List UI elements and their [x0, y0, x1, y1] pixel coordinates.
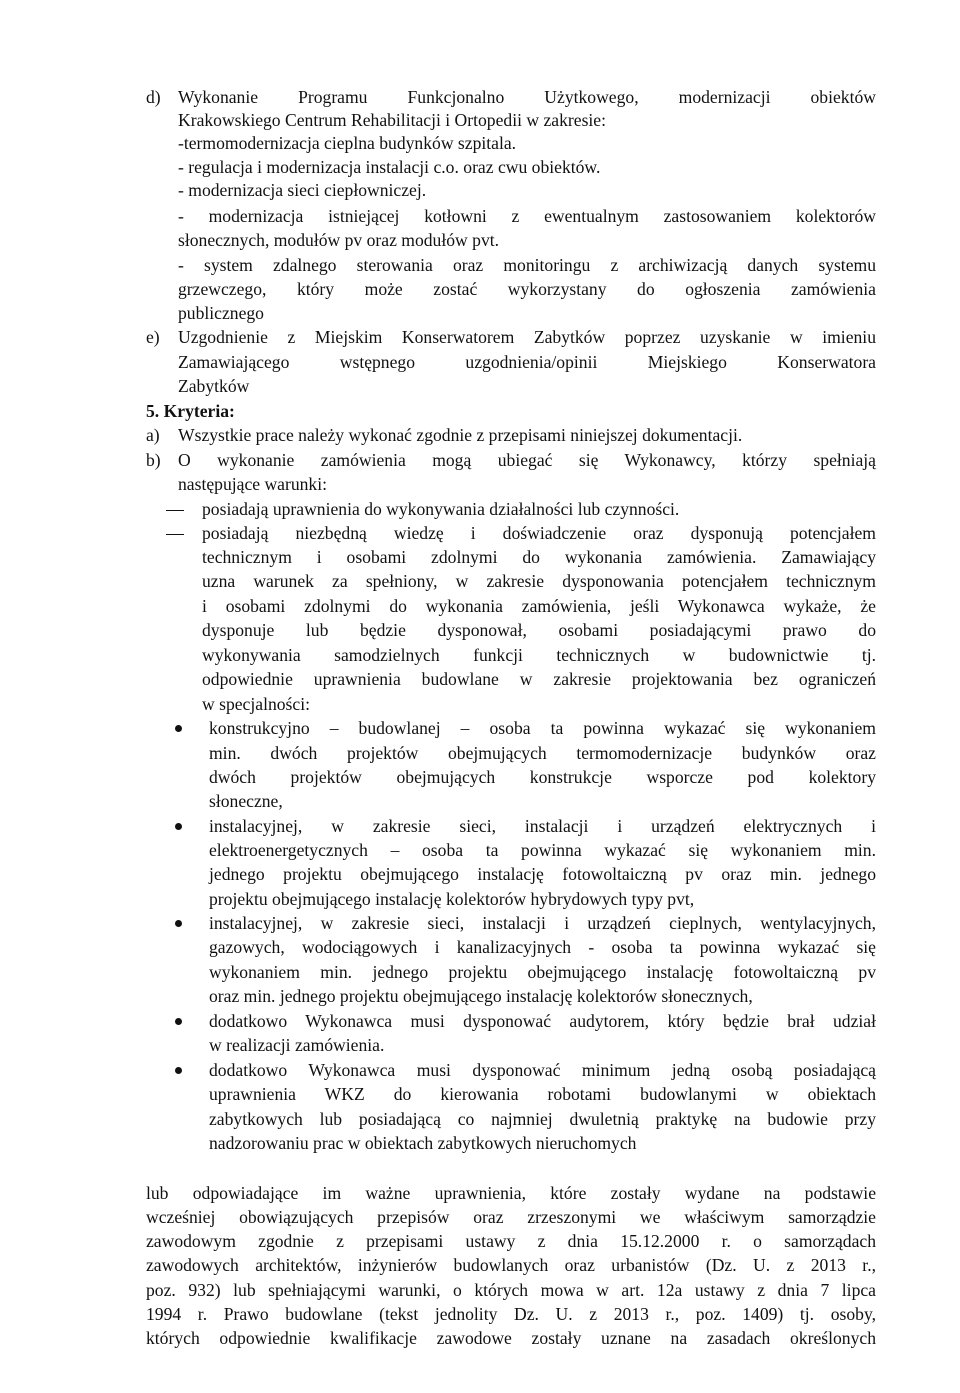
- section-e-line: Uzgodnienie z Miejskim Konserwatorem Zabytków poprzez uzyskanie w imieniu: [178, 327, 876, 347]
- bullet-item-line: oraz min. jednego projektu obejmującego instalację kolektorów słonecznych,: [209, 986, 753, 1006]
- section-d-line: publicznego: [178, 303, 264, 323]
- section-d-line: - system zdalnego sterowania oraz monitoringu z archiwizacją danych systemu: [178, 255, 876, 275]
- bullet-item-line: nadzorowaniu prac w obiektach zabytkowych nieruchomych: [209, 1133, 637, 1153]
- dash-item-line: posiadają niezbędną wiedzę i doświadczenie oraz dysponują potencjałem: [202, 523, 876, 543]
- dash-item-line: posiadają uprawnienia do wykonywania działalności lub czynności.: [202, 499, 680, 519]
- dash-item-line: odpowiednie uprawnienia budowlane w zakresie projektowania bez ograniczeń: [202, 669, 876, 689]
- bullet-item-line: instalacyjnej, w zakresie sieci, instalacji i urządzeń cieplnych, wentylacyjnych,: [209, 913, 876, 933]
- bullet-marker: [175, 920, 182, 927]
- dash-item-line: i osobami zdolnymi do wykonania zamówienia, jeśli Wykonawca wykaże, że: [202, 596, 876, 616]
- criterion-a-marker: a): [146, 425, 160, 445]
- bullet-item-line: dodatkowo Wykonawca musi dysponować audytorem, który będzie brał udział: [209, 1011, 876, 1031]
- bullet-item-line: min. dwóch projektów obejmujących termomodernizacje budynków oraz: [209, 743, 876, 763]
- bullet-item-line: dodatkowo Wykonawca musi dysponować minimum jedną osobą posiadającą: [209, 1060, 876, 1080]
- bullet-item-line: projektu obejmującego instalację kolektorów hybrydowych typy pvt,: [209, 889, 695, 909]
- dash-marker: [166, 510, 184, 511]
- bullet-item-line: elektroenergetycznych – osoba ta powinna wykazać się wykonaniem min.: [209, 840, 876, 860]
- closing-line: lub odpowiadające im ważne uprawnienia, które zostały wydane na podstawie: [146, 1183, 876, 1203]
- closing-line: których odpowiednie kwalifikacje zawodowe zostały uznane na zasadach określonych: [146, 1328, 876, 1348]
- section-d-marker: d): [146, 87, 161, 107]
- bullet-marker: [175, 1067, 182, 1074]
- closing-line: wcześniej obowiązujących przepisów oraz zrzeszonymi we właściwym samorządzie: [146, 1207, 876, 1227]
- section-d-line: - modernizacja istniejącej kotłowni z ewentualnym zastosowaniem kolektorów: [178, 206, 876, 226]
- criterion-b-marker: b): [146, 450, 161, 470]
- section-d-line: -termomodernizacja cieplna budynków szpitala.: [178, 133, 517, 153]
- bullet-item-line: w realizacji zamówienia.: [209, 1035, 385, 1055]
- closing-line: 1994 r. Prawo budowlane (tekst jednolity Dz. U. z 2013 r., poz. 1409) tj. osoby,: [146, 1304, 876, 1324]
- dash-marker: [166, 534, 184, 535]
- bullet-marker: [175, 725, 182, 732]
- section-e-line: Zabytków: [178, 376, 250, 396]
- section-d-line: - modernizacja sieci ciepłowniczej.: [178, 180, 427, 200]
- dash-item-line: wykonywania samodzielnych funkcji technicznych w budownictwie tj.: [202, 645, 876, 665]
- bullet-item-line: zabytkowych lub posiadającą co najmniej dwuletnią praktykę na budowie przy: [209, 1109, 876, 1129]
- bullet-item-line: wykonaniem min. jednego projektu obejmującego instalację fotowoltaiczną pv: [209, 962, 876, 982]
- bullet-item-line: jednego projektu obejmującego instalację fotowoltaiczną pv oraz min. jednego: [209, 864, 876, 884]
- dash-item-line: w specjalności:: [202, 694, 310, 714]
- closing-line: zawodowych architektów, inżynierów budowlanych oraz urbanistów (Dz. U. z 2013 r.,: [146, 1255, 876, 1275]
- dash-item-line: technicznym i osobami zdolnymi do wykonania zamówienia. Zamawiający: [202, 547, 876, 567]
- dash-item-line: uzna warunek za spełniony, w zakresie dysponowania potencjałem technicznym: [202, 571, 876, 591]
- bullet-marker: [175, 823, 182, 830]
- bullet-item-line: gazowych, wodociągowych i kanalizacyjnych - osoba ta powinna wykazać się: [209, 937, 876, 957]
- bullet-marker: [175, 1018, 182, 1025]
- bullet-item-line: uprawnienia WKZ do kierowania robotami budowlanymi w obiektach: [209, 1084, 876, 1104]
- criterion-a-text: Wszystkie prace należy wykonać zgodnie z przepisami niniejszej dokumentacji.: [178, 425, 743, 445]
- bullet-item-line: instalacyjnej, w zakresie sieci, instalacji i urządzeń elektrycznych i: [209, 816, 876, 836]
- section-d-line: Krakowskiego Centrum Rehabilitacji i Ortopedii w zakresie:: [178, 110, 606, 130]
- section-5-heading: 5. Kryteria:: [146, 401, 235, 421]
- criterion-b-line: następujące warunki:: [178, 474, 327, 494]
- closing-line: poz. 932) lub spełniającymi warunki, o których mowa w art. 12a ustawy z dnia 7 lipca: [146, 1280, 876, 1300]
- bullet-item-line: konstrukcyjno – budowlanej – osoba ta powinna wykazać się wykonaniem: [209, 718, 876, 738]
- section-d-line: Wykonanie Programu Funkcjonalno Użytkowego, modernizacji obiektów: [178, 87, 876, 107]
- section-d-line: - regulacja i modernizacja instalacji c.o. oraz cwu obiektów.: [178, 157, 601, 177]
- criterion-b-line: O wykonanie zamówienia mogą ubiegać się Wykonawcy, którzy spełniają: [178, 450, 876, 470]
- bullet-item-line: dwóch projektów obejmujących konstrukcje wsporcze pod kolektory: [209, 767, 876, 787]
- section-e-marker: e): [146, 327, 160, 347]
- closing-line: zawodowym zgodnie z przepisami ustawy z dnia 15.12.2000 r. o samorządach: [146, 1231, 876, 1251]
- bullet-item-line: słoneczne,: [209, 791, 283, 811]
- dash-item-line: dysponuje lub będzie dysponował, osobami posiadającymi prawo do: [202, 620, 876, 640]
- section-d-line: grzewczego, który może zostać wykorzystany do ogłoszenia zamówienia: [178, 279, 876, 299]
- section-d-line: słonecznych, modułów pv oraz modułów pvt.: [178, 230, 500, 250]
- section-e-line: Zamawiającego wstępnego uzgodnienia/opinii Miejskiego Konserwatora: [178, 352, 876, 372]
